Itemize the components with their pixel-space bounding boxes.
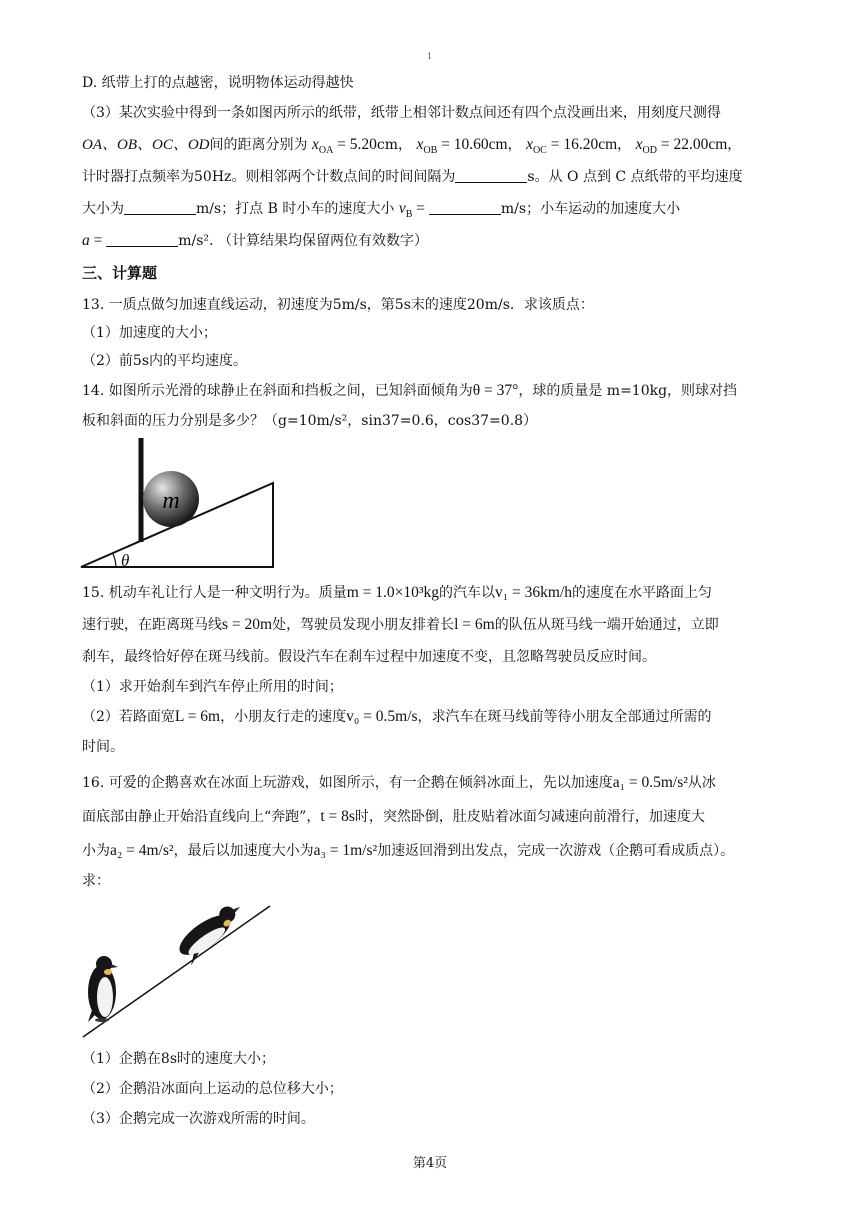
answer-blank-vb[interactable] — [429, 200, 501, 215]
q15-line1: 15. 机动车礼让行人是一种文明行为。质量m = 1.0×10³kg的汽车以v₁ = 36km/h的速度在水平路面上匀 — [82, 584, 713, 601]
q15-line3: 刹车，最终恰好停在斑马线前。假设汽车在刹车过程中加速度不变，且忽略驾驶员反应时间。 — [82, 649, 656, 665]
q15-part2-cont: 时间。 — [82, 739, 124, 755]
q12-part3-line2: OA、OB、OC、OD间的距离分别为 $x_{OA} = 5.20cm$， $x_{OB} = 10.60cm$， $x_{OC} = 16.20cm$， $x_{OD} = 22.00cm$， — [82, 136, 742, 157]
q16-line2: 面底部由静止开始沿直线向上“奔跑”，t = 8s时，突然卧倒，肚皮贴着冰面匀减速向前滑行，加速度大 — [82, 808, 705, 825]
x-oc: $x_{OC} = 16.20cm$ — [526, 136, 618, 157]
q15-part1: （1）求开始刹车到汽车停止所用的时间； — [82, 679, 343, 695]
q15-line2: 速行驶，在距离斑马线s = 20m处，驾驶员发现小朋友排着长l = 6m的队伍从斑马线一端开始通过，立即 — [82, 616, 719, 633]
top-mark: 1 — [427, 52, 433, 61]
penguin-slope-figure — [80, 900, 280, 1040]
segments-label: OA、OB、OC、OD — [82, 137, 210, 153]
q16-part2: （2）企鹅沿冰面向上运动的总位移大小； — [82, 1081, 343, 1097]
answer-blank-avg-speed[interactable] — [124, 200, 196, 215]
angle-label: θ — [121, 551, 130, 570]
incline-ball-figure — [78, 436, 278, 572]
standing-penguin — [88, 956, 118, 1022]
ball-mass-label: m — [162, 488, 180, 514]
q14-line2: 板和斜面的压力分别是多少？（g=10m/s²，sin37=0.6，cos37=0.8） — [82, 413, 538, 429]
page-number: 第4页 — [412, 1156, 448, 1171]
option-d: D. 纸带上打的点越密，说明物体运动得越快 — [82, 75, 354, 91]
q12-part3-line5: a = m/s². （计算结果均保留两位有效数字） — [82, 232, 428, 249]
x-od: $x_{OD} = 22.00cm$ — [635, 136, 728, 157]
answer-blank-accel[interactable] — [106, 232, 178, 247]
q13-part2: （2）前5s内的平均速度。 — [82, 353, 247, 369]
answer-blank-interval[interactable] — [455, 168, 527, 183]
q16-line3: 小为a₂ = 4m/s²，最后以加速度大小为a₃ = 1m/s²加速返回滑到出发点，完成一次游戏（企鹅可看成质点）。 — [82, 842, 735, 859]
q14-line1: 14. 如图所示光滑的球静止在斜面和挡板之间，已知斜面倾角为θ = 37°，球的质量是 m=10kg，则球对挡 — [82, 382, 738, 399]
angle-arc — [113, 554, 116, 567]
q13-part1: （1）加速度的大小； — [82, 325, 217, 341]
section-heading: 三、计算题 — [82, 264, 158, 282]
q15-part2: （2）若路面宽L = 6m，小朋友行走的速度v₀ = 0.5m/s，求汽车在斑马线前等待小朋友全部通过所需的 — [82, 708, 712, 725]
q12-part3-line3: 计时器打点频率为50Hz。则相邻两个计数点间的时间间隔为 s。从 O 点到 C 点纸带的平均速度 — [82, 169, 743, 185]
q16-line1: 16. 可爱的企鹅喜欢在冰面上玩游戏，如图所示，有一企鹅在倾斜冰面上，先以加速度a₁ = 0.5m/s²从冰 — [82, 774, 716, 791]
incline-angle: θ = 37° — [472, 382, 519, 399]
q12-part3-line1: （3）某次实验中得到一条如图丙所示的纸带，纸带上相邻计数点间还有四个点没画出来，用刻度尺测得 — [82, 105, 721, 121]
q16-part1: （1）企鹅在8s时的速度大小； — [82, 1051, 275, 1067]
q13-stem: 13. 一质点做匀加速直线运动，初速度为5m/s，第5s末的速度20m/s．求该质点： — [82, 297, 594, 313]
q16-part3: （3）企鹅完成一次游戏所需的时间。 — [82, 1111, 315, 1127]
sliding-penguin — [174, 900, 252, 966]
q12-part3-line4: 大小为 m/s；打点 B 时小车的速度大小 $v_B = m/s$；小车运动的加速度大小 — [82, 200, 681, 221]
q16-line4: 求： — [82, 873, 110, 889]
x-oa: $x_{OA} = 5.20$ — [311, 136, 377, 157]
x-ob: $x_{OB} = 10.60cm$ — [416, 136, 508, 157]
